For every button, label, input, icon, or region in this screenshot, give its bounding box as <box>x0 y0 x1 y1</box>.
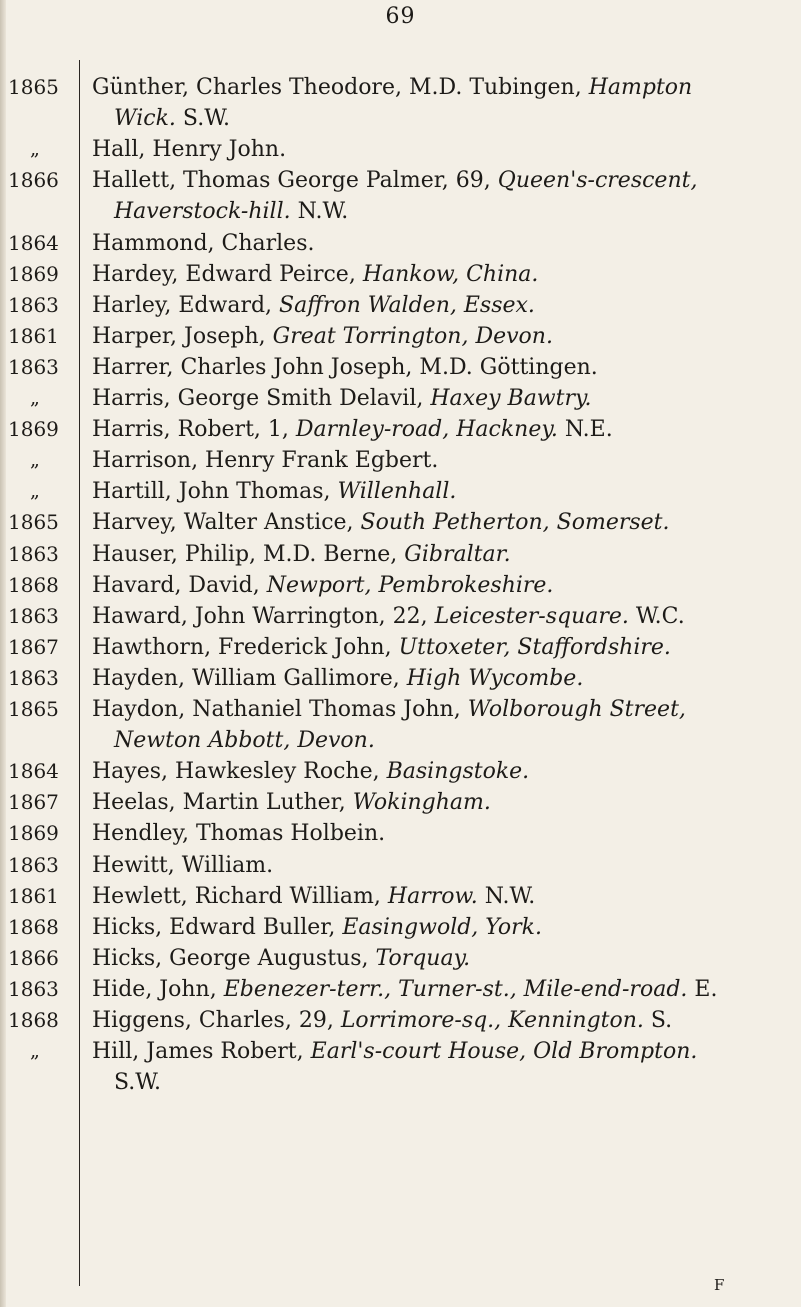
entry-line <box>92 601 792 632</box>
entry-line <box>92 974 792 1005</box>
entry-place: Earl's-court House, Old Brompton. <box>310 1039 698 1064</box>
entry-place: Darnley-road, Hackney. <box>295 417 558 442</box>
entry-segment: Heelas, Martin Luther, <box>92 790 353 815</box>
entry-place: Hankow, China. <box>362 262 539 287</box>
entry-segment: Hayes, Hawkesley Roche, <box>92 759 387 784</box>
entry-place: Gibraltar. <box>404 542 511 567</box>
entry-segment: Harris, George Smith Delavil, <box>92 386 431 411</box>
entry-line <box>92 632 792 663</box>
entry-text <box>92 974 792 1005</box>
entry-text <box>92 321 792 352</box>
entry-year: „ <box>30 449 40 471</box>
entry-text <box>92 134 792 165</box>
entry-place: Wolborough Street, <box>467 697 686 722</box>
entry-place: Torquay. <box>375 946 471 971</box>
entry-continuation-line <box>92 725 792 756</box>
entry-line <box>92 476 792 507</box>
entry-line <box>92 694 792 725</box>
entry-segment: Hardey, Edward Peirce, <box>92 262 363 287</box>
entry-year: 1863 <box>8 355 59 379</box>
entry-place: Wick. <box>114 106 176 131</box>
entry-line <box>92 881 792 912</box>
entry-segment: Harvey, Walter Anstice, <box>92 510 361 535</box>
entry-segment: Harley, Edward, <box>92 293 280 318</box>
entry-segment: E. <box>687 977 718 1002</box>
entry-text <box>92 632 792 663</box>
entry-place: Easingwold, York. <box>342 915 542 940</box>
entry-text <box>92 507 792 538</box>
entry-year: 1863 <box>8 666 59 690</box>
entry-place: Saffron Walden, Essex. <box>279 293 535 318</box>
entry-segment: Harrison, Henry Frank Egbert. <box>92 448 439 473</box>
entry-text <box>92 818 792 849</box>
entry-line <box>92 756 792 787</box>
entry-place: Great Torrington, Devon. <box>272 324 553 349</box>
entry-year: 1861 <box>8 324 59 348</box>
page-edge <box>0 0 6 1307</box>
entry-place: Harrow. <box>387 884 478 909</box>
entry-line <box>92 228 792 259</box>
entry-segment: S.W. <box>114 1070 162 1095</box>
entry-year: 1869 <box>8 417 59 441</box>
entry-continuation-line <box>92 103 792 134</box>
entry-segment: Harper, Joseph, <box>92 324 273 349</box>
entry-year: 1868 <box>8 915 59 939</box>
entry-text <box>92 881 792 912</box>
entry-line <box>92 539 792 570</box>
entry-segment: Harrer, Charles John Joseph, M.D. Göttingen. <box>92 355 598 380</box>
entry-year: 1863 <box>8 853 59 877</box>
entry-text <box>92 850 792 881</box>
entry-text <box>92 1036 792 1098</box>
entry-place: Haxey Bawtry. <box>430 386 592 411</box>
entry-segment: Hallett, Thomas George Palmer, 69, <box>92 168 498 193</box>
entry-continuation-line <box>92 1067 792 1098</box>
entry-line <box>92 72 792 103</box>
entry-text <box>92 290 792 321</box>
entry-line <box>92 1036 792 1067</box>
entry-year: 1863 <box>8 293 59 317</box>
entry-line <box>92 165 792 196</box>
entry-text <box>92 539 792 570</box>
entry-text <box>92 912 792 943</box>
entry-year: 1864 <box>8 759 59 783</box>
entry-segment: Hayden, William Gallimore, <box>92 666 407 691</box>
entry-continuation-line <box>92 196 792 227</box>
entry-place: Willenhall. <box>337 479 457 504</box>
entry-year: 1868 <box>8 1008 59 1032</box>
entry-segment: Higgens, Charles, 29, <box>92 1008 341 1033</box>
entry-place: Ebenezer-terr., Turner-st., Mile-end-road. <box>223 977 688 1002</box>
entry-segment: Haward, John Warrington, 22, <box>92 604 435 629</box>
entry-line <box>92 787 792 818</box>
entry-segment: Hicks, Edward Buller, <box>92 915 343 940</box>
entry-text <box>92 259 792 290</box>
entry-text <box>92 445 792 476</box>
entry-segment: Hawthorn, Frederick John, <box>92 635 399 660</box>
entry-year: „ <box>30 1040 40 1062</box>
entry-segment: Havard, David, <box>92 573 267 598</box>
entry-year: 1864 <box>8 231 59 255</box>
entry-segment: Hauser, Philip, M.D. Berne, <box>92 542 405 567</box>
entry-place: Newton Abbott, Devon. <box>114 728 375 753</box>
entry-line <box>92 1005 792 1036</box>
entry-line <box>92 383 792 414</box>
entry-line <box>92 507 792 538</box>
entry-line <box>92 912 792 943</box>
entry-place: Haverstock-hill. <box>114 199 291 224</box>
entry-text <box>92 476 792 507</box>
entry-place: Queen's-crescent, <box>497 168 698 193</box>
entry-place: Wokingham. <box>352 790 491 815</box>
entry-text <box>92 1005 792 1036</box>
entry-segment: Hewlett, Richard William, <box>92 884 388 909</box>
entry-line <box>92 445 792 476</box>
entry-place: Hampton <box>588 75 693 100</box>
entry-line <box>92 352 792 383</box>
entry-segment: Hendley, Thomas Holbein. <box>92 821 386 846</box>
entry-segment: W.C. <box>628 604 685 629</box>
entry-text <box>92 570 792 601</box>
entry-segment: Hide, John, <box>92 977 224 1002</box>
entry-segment: Hall, Henry John. <box>92 137 287 162</box>
entry-segment: S. <box>643 1008 673 1033</box>
entry-segment: Hartill, John Thomas, <box>92 479 338 504</box>
entry-segment: Hill, James Robert, <box>92 1039 311 1064</box>
entry-text <box>92 414 792 445</box>
entry-text <box>92 601 792 632</box>
entry-year: 1867 <box>8 790 59 814</box>
entry-line <box>92 414 792 445</box>
entry-segment: S.W. <box>175 106 230 131</box>
entry-text <box>92 943 792 974</box>
entry-place: Newport, Pembrokeshire. <box>266 573 554 598</box>
entry-text <box>92 72 792 134</box>
entry-line <box>92 663 792 694</box>
entry-place: Basingstoke. <box>386 759 530 784</box>
entry-text <box>92 787 792 818</box>
entry-year: 1863 <box>8 604 59 628</box>
entry-segment: N.W. <box>290 199 349 224</box>
entry-year: 1869 <box>8 821 59 845</box>
entry-year: 1866 <box>8 168 59 192</box>
entry-year: 1863 <box>8 542 59 566</box>
entry-segment: Hewitt, William. <box>92 853 274 878</box>
entry-year: „ <box>30 480 40 502</box>
year-column-rule <box>79 60 80 1286</box>
entry-text <box>92 756 792 787</box>
entry-year: 1865 <box>8 697 59 721</box>
entry-line <box>92 943 792 974</box>
entry-line <box>92 818 792 849</box>
entry-line <box>92 259 792 290</box>
entry-text <box>92 352 792 383</box>
entry-year: 1865 <box>8 510 59 534</box>
entry-place: South Petherton, Somerset. <box>360 510 670 535</box>
entry-segment: N.E. <box>557 417 613 442</box>
entry-segment: N.W. <box>477 884 536 909</box>
entry-segment: Haydon, Nathaniel Thomas John, <box>92 697 468 722</box>
entry-place: Lorrimore-sq., Kennington. <box>340 1008 644 1033</box>
entry-text <box>92 228 792 259</box>
entry-segment: Harris, Robert, 1, <box>92 417 296 442</box>
entry-text <box>92 383 792 414</box>
entry-place: High Wycombe. <box>406 666 584 691</box>
entry-text <box>92 663 792 694</box>
entry-place: Leicester-square. <box>434 604 629 629</box>
entry-segment: Hammond, Charles. <box>92 231 315 256</box>
entry-text <box>92 694 792 756</box>
page-number: 69 <box>385 4 416 29</box>
entry-year: „ <box>30 387 40 409</box>
entry-year: 1869 <box>8 262 59 286</box>
entry-year: „ <box>30 138 40 160</box>
entry-line <box>92 321 792 352</box>
signature-mark: F <box>714 1276 725 1294</box>
entry-line <box>92 134 792 165</box>
entry-year: 1863 <box>8 977 59 1001</box>
entry-text <box>92 165 792 227</box>
entry-year: 1868 <box>8 573 59 597</box>
entry-year: 1866 <box>8 946 59 970</box>
entry-year: 1865 <box>8 75 59 99</box>
entry-place: Uttoxeter, Staffordshire. <box>398 635 671 660</box>
entry-line <box>92 570 792 601</box>
entry-year: 1861 <box>8 884 59 908</box>
entry-segment: Hicks, George Augustus, <box>92 946 376 971</box>
entry-line <box>92 850 792 881</box>
entry-year: 1867 <box>8 635 59 659</box>
entry-segment: Günther, Charles Theodore, M.D. Tubingen, <box>92 75 589 100</box>
entry-line <box>92 290 792 321</box>
